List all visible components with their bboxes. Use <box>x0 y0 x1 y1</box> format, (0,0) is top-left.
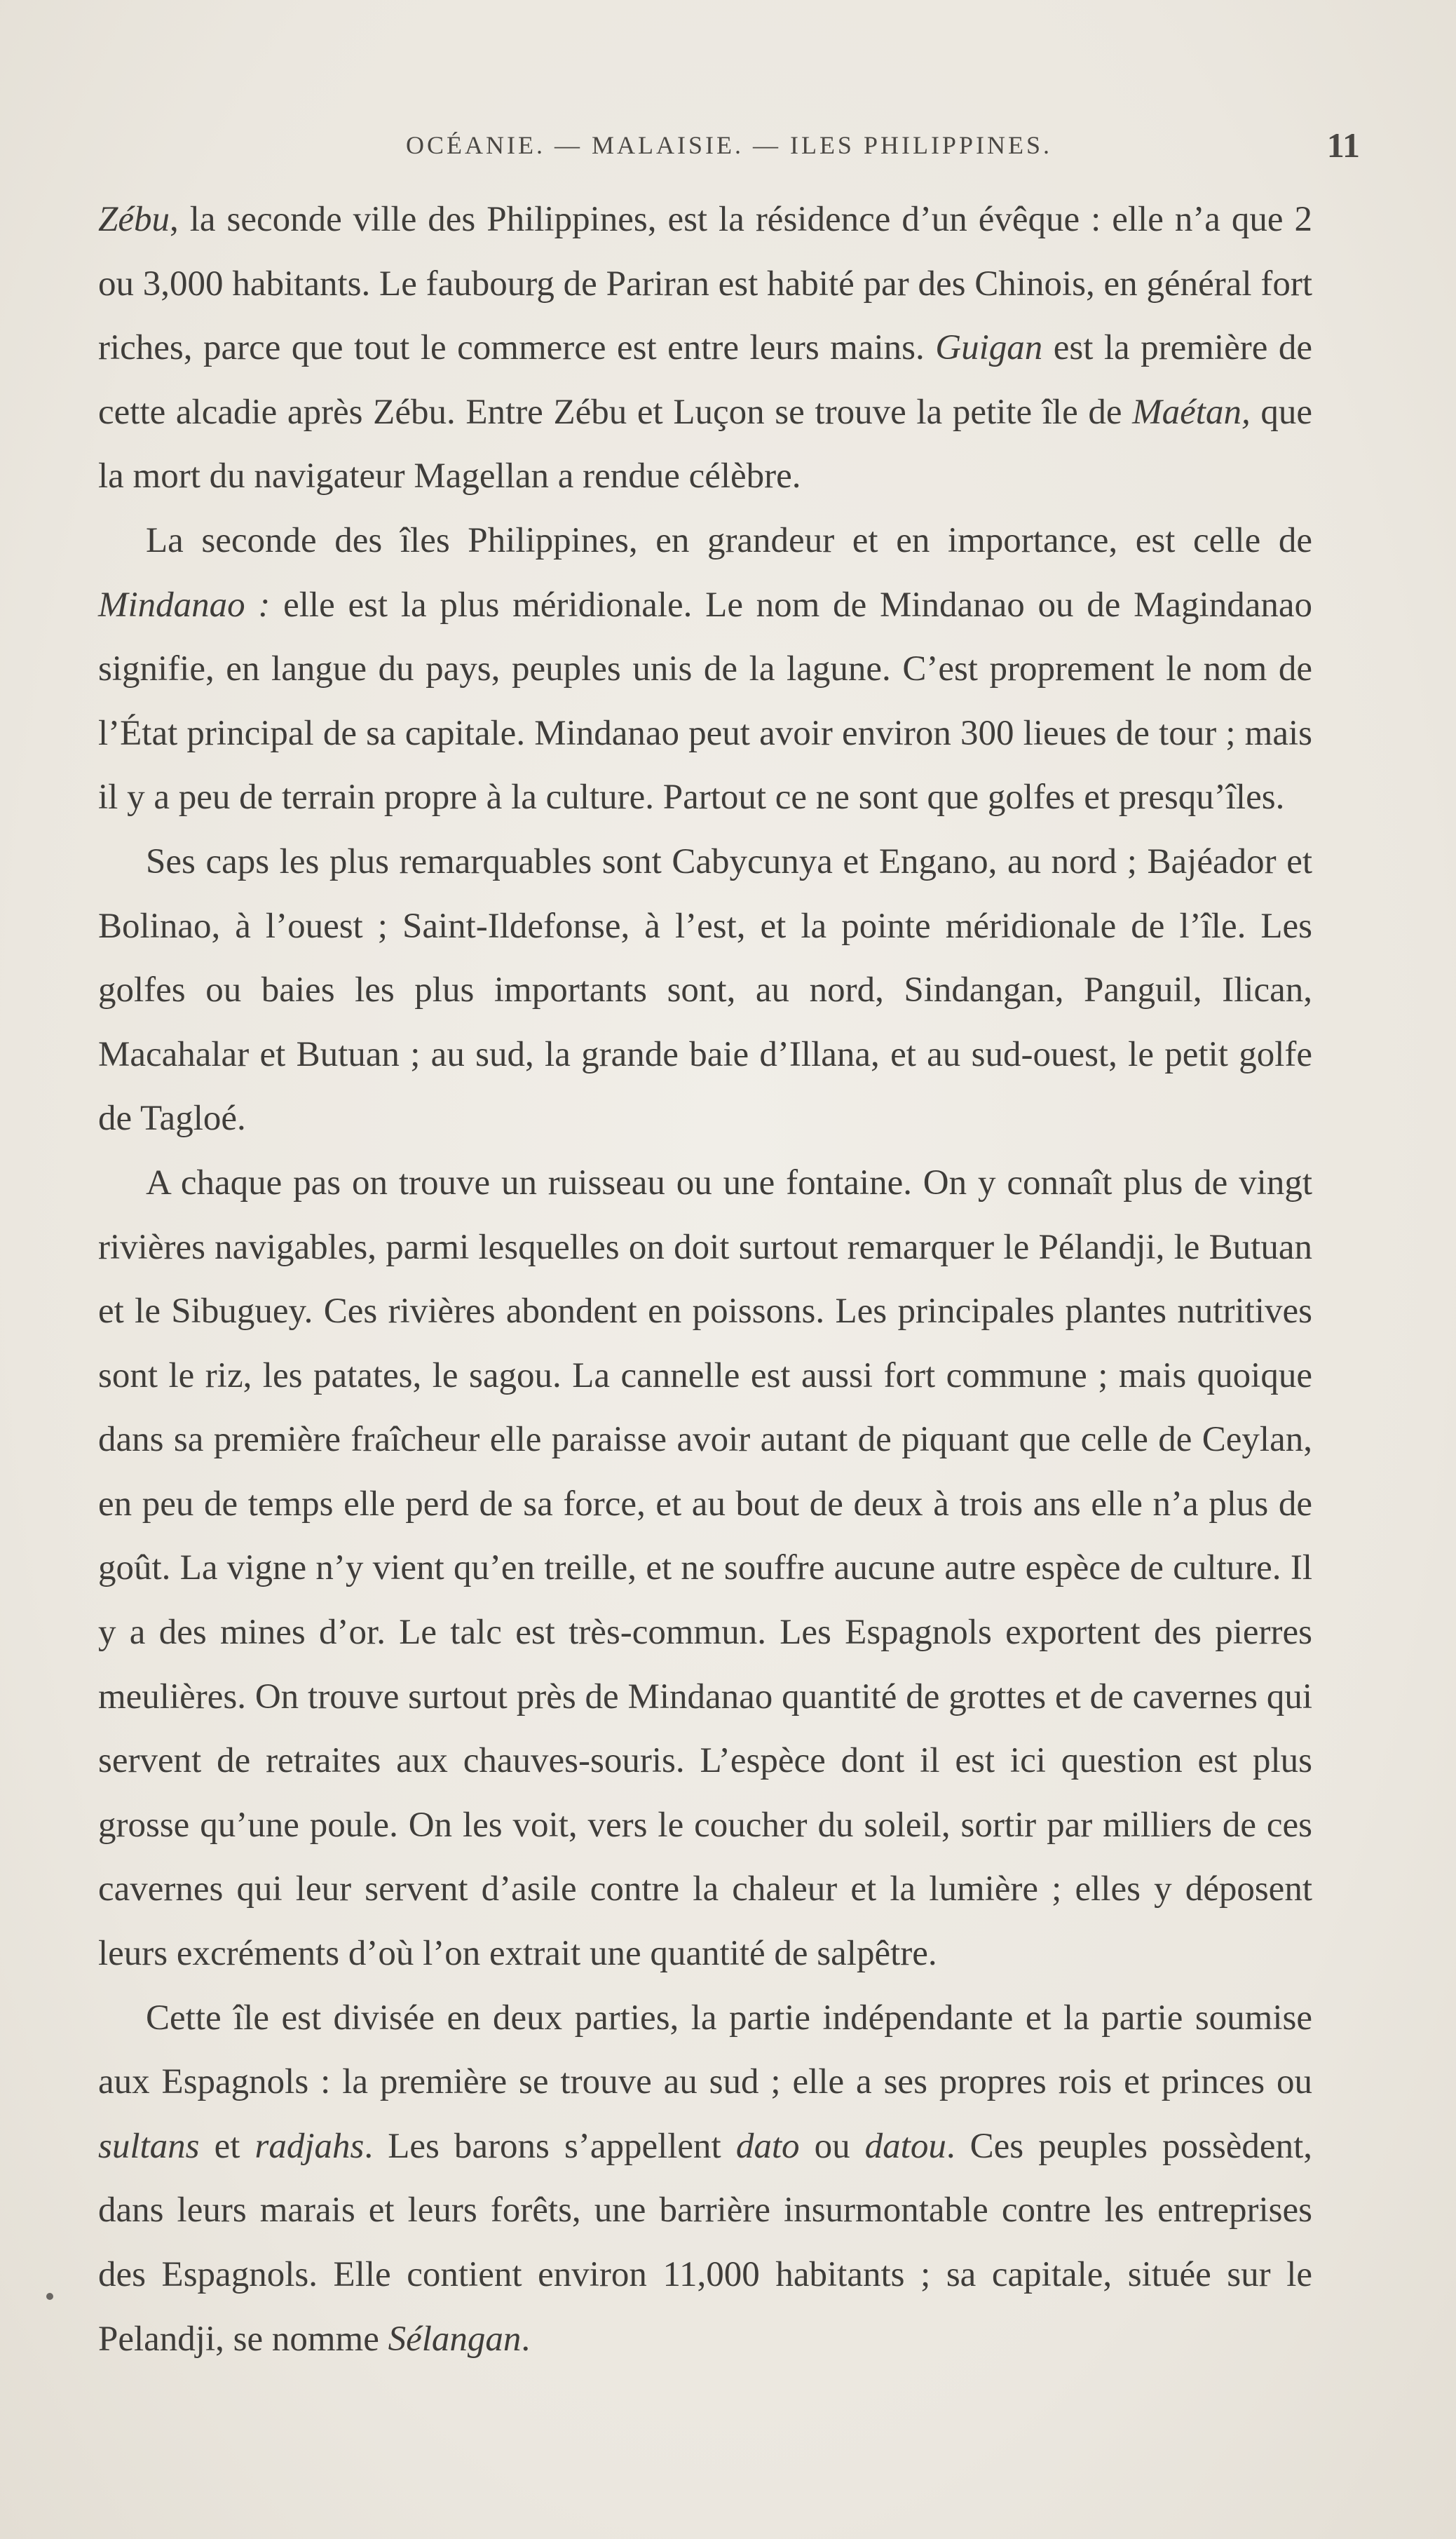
paragraph <box>98 1986 1312 2372</box>
italic-term: Guigan <box>935 328 1043 368</box>
paragraph <box>98 830 1312 1151</box>
text-run: ou <box>799 2126 865 2166</box>
text-run: Cette île est divisée en deux parties, la partie indépendante et la partie soumise aux Espagnols : la première se trouve au sud ; elle a ses propres rois et princes ou <box>98 1998 1312 2102</box>
italic-term: Sélangan <box>388 2319 522 2359</box>
paragraph <box>98 509 1312 830</box>
italic-term: Mindanao : <box>98 585 271 625</box>
italic-term: Maétan, <box>1132 392 1251 432</box>
paragraph <box>98 1151 1312 1986</box>
italic-term: dato <box>735 2126 800 2166</box>
text-run: que la mort du navigateur Magellan a rendue célèbre. <box>98 392 1312 496</box>
text-run: A chaque pas on trouve un ruisseau ou une fontaine. On y connaît plus de vingt rivières navigables, parmi lesquelles on doit surtout remarquer le Pélandji, le Butuan et le Sibuguey. Ces rivières abondent en poissons. Les principales plantes nutritives sont le riz, les patates, le sagou. La cannelle est aussi fort commune ; mais quoique dans sa première fraîcheur elle paraisse avoir autant de piquant que celle de Ceylan, en peu de temps elle perd de sa force, et au bout de deux à trois ans elle n’a plus de goût. La vigne n’y vient qu’en treille, et ne souffre aucune autre espèce de culture. Il y a des mines d’or. Le talc est très-commun. Les Espagnols exportent des pierres meulières. On trouve surtout près de Mindanao quantité de grottes et de cavernes qui servent de retraites aux chauves-souris. L’espèce dont il est ici question est plus grosse qu’une poule. On les voit, vers le coucher du soleil, sortir par milliers de ces cavernes qui leur servent d’asile contre la chaleur et la lumière ; elles y déposent leurs excréments d’où l’on extrait une quantité de salpêtre. <box>98 1163 1312 1974</box>
ink-speck <box>46 2293 53 2300</box>
body-text <box>98 188 1312 2371</box>
page-number: 11 <box>1326 126 1360 165</box>
text-run: Ses caps les plus remarquables sont Cabycunya et Engano, au nord ; Bajéador et Bolinao, à l’ouest ; Saint-Ildefonse, à l’est, et la pointe méridionale de l’île. Les golfes ou baies les plus importants sont, au nord, Sindangan, Panguil, Ilican, Macahalar et Butuan ; au sud, la grande baie d’Illana, et au sud-ouest, le petit golfe de Tagloé. <box>98 841 1312 1139</box>
text-run: elle est la plus méridionale. Le nom de Mindanao ou de Magindanao signifie, en langue du pays, peuples unis de la lagune. C’est proprement le nom de l’État principal de sa capitale. Mindanao peut avoir environ 300 lieues de tour ; mais il y a peu de terrain propre à la culture. Partout ce ne sont que golfes et presqu’îles. <box>98 585 1312 818</box>
text-run: est la première de cette alcadie après Zébu. Entre Zébu et Luçon se trouve la petite île de <box>98 328 1312 432</box>
page-header <box>98 125 1360 167</box>
text-run: La seconde des îles Philippines, en grandeur et en importance, est celle de <box>146 520 1312 560</box>
italic-term: datou <box>864 2126 946 2166</box>
italic-term: Zébu <box>98 200 170 239</box>
running-title: OCÉANIE. — MALAISIE. — ILES PHILIPPINES. <box>406 131 1052 159</box>
italic-term: radjahs <box>254 2126 365 2166</box>
text-run: et <box>199 2126 255 2166</box>
text-run: , la seconde ville des Philippines, est la résidence d’un évêque : elle n’a que 2 ou 3,000 habitants. Le faubourg de Pariran est habité par des Chinois, en général fort riches, parce que tout le commerce est entre leurs mains. <box>98 200 1312 368</box>
text-run: . Ces peuples possèdent, dans leurs marais et leurs forêts, une barrière insurmontable contre les entreprises des Espagnols. Elle contient environ 11,000 habitants ; sa capitale, située sur le Pelandji, se nomme <box>98 2126 1312 2359</box>
text-run: . <box>521 2319 531 2359</box>
paragraph <box>98 188 1312 509</box>
italic-term: sultans <box>98 2126 200 2166</box>
text-run: . Les barons s’appellent <box>364 2126 736 2166</box>
